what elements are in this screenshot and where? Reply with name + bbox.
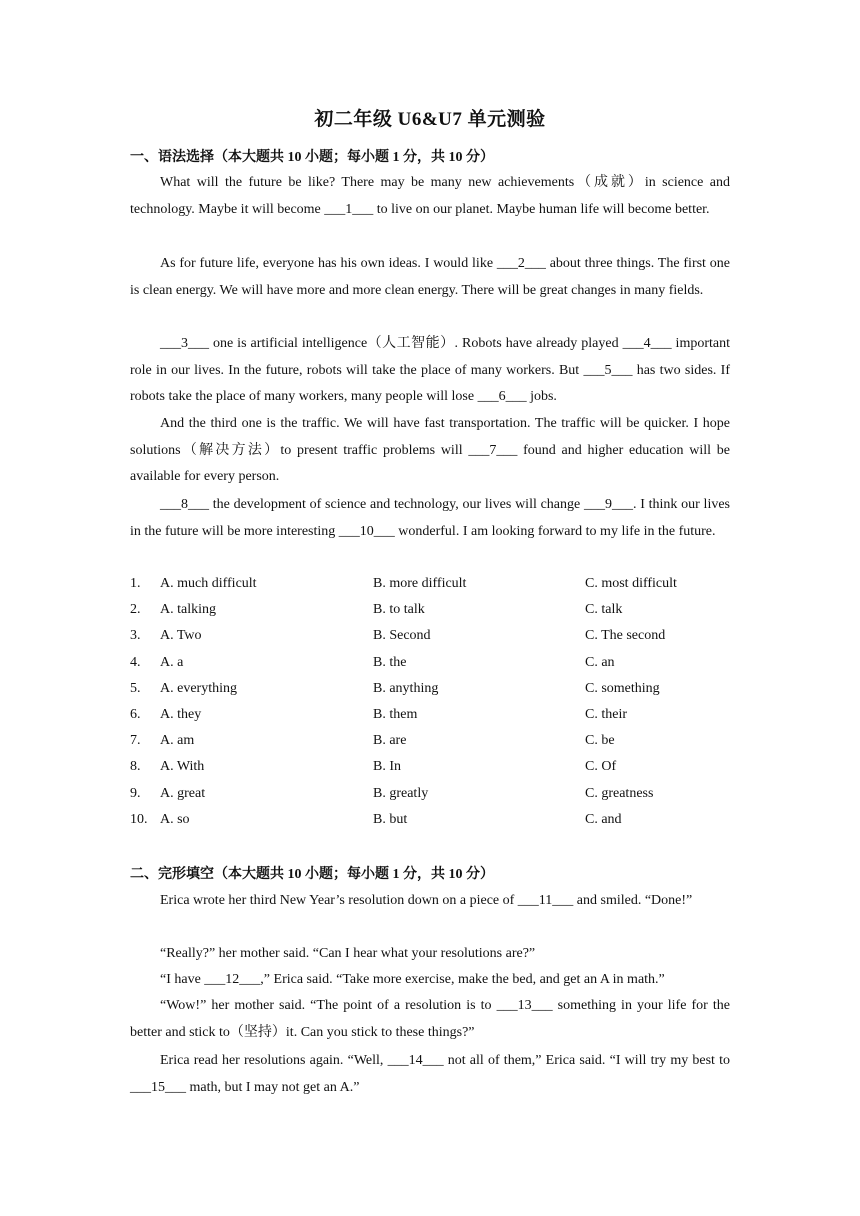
option-row	[130, 650, 730, 676]
option-c: C. greatness	[585, 785, 654, 801]
section-2-heading: 二、完形填空（本大题共 10 小题；每小题 1 分，共 10 分）	[130, 867, 494, 882]
question-number: 7.	[130, 733, 141, 749]
option-row	[130, 728, 730, 754]
option-a: A. everything	[160, 680, 237, 696]
passage-2-paragraph-3: “I have ___12___,” Erica said. “Take more exercise, make the bed, and get an A in math.”	[160, 972, 665, 987]
option-b: B. Second	[373, 628, 431, 644]
option-c: C. most difficult	[585, 576, 677, 591]
option-row	[130, 571, 730, 597]
option-b: B. to talk	[373, 602, 425, 618]
question-number: 10.	[130, 811, 148, 827]
option-b: B. In	[373, 759, 401, 775]
option-a: A. a	[160, 654, 184, 670]
option-a: A. so	[160, 811, 190, 827]
option-b: B. are	[373, 733, 407, 749]
option-c: C. an	[585, 654, 615, 670]
question-number: 3.	[130, 628, 141, 644]
passage-2-paragraph-2: “Really?” her mother said. “Can I hear what your resolutions are?”	[160, 946, 536, 961]
passage-1-paragraph-5: ___8___ the development of science and technology, our lives will change ___9___. I think our lives in the future will be more interesting ___10___ wonderful. I am looking forward to my life in the future.	[130, 497, 730, 539]
option-c: C. their	[585, 706, 627, 722]
option-row	[130, 807, 730, 833]
question-number: 2.	[130, 602, 141, 618]
option-row	[130, 754, 730, 780]
option-row	[130, 597, 730, 623]
option-row	[130, 781, 730, 807]
option-c: C. The second	[585, 628, 666, 644]
option-c: C. something	[585, 680, 660, 696]
passage-1-paragraph-2: As for future life, everyone has his own ideas. I would like ___2___ about three things. The first one is clean energy. We will have more and more clean energy. There will be great changes in many fields.	[130, 256, 730, 298]
option-a: A. talking	[160, 602, 216, 618]
question-number: 8.	[130, 759, 141, 775]
question-number: 4.	[130, 654, 141, 670]
option-b: B. more difficult	[373, 576, 467, 591]
passage-1-paragraph-1: What will the future be like? There may be many new achievements（成就）in science and technology. Maybe it will become ___1___ to live on our planet. Maybe human life will become better.	[130, 175, 730, 217]
option-c: C. and	[585, 811, 622, 827]
question-number: 1.	[130, 576, 141, 591]
passage-2-paragraph-4: “Wow!” her mother said. “The point of a resolution is to ___13___ something in your life for the better and stick to（坚持）it. Can you stick to these things?”	[130, 998, 730, 1040]
page-title: 初二年级 U6&U7 单元测验	[314, 109, 546, 130]
option-a: A. they	[160, 706, 202, 722]
question-number: 6.	[130, 706, 141, 722]
section-1-heading: 一、语法选择（本大题共 10 小题；每小题 1 分，共 10 分）	[130, 150, 494, 165]
option-a: A. great	[160, 785, 206, 801]
option-c: C. be	[585, 733, 615, 749]
passage-1-paragraph-3: ___3___ one is artificial intelligence（人工智能）. Robots have already played ___4___ important role in our lives. In the future, robots will take the place of many workers. But ___5___ has two sides. If robots take the place of many workers, many people will lose ___6___ jobs.	[130, 336, 730, 404]
option-a: A. Two	[160, 628, 202, 644]
option-b: B. anything	[373, 680, 439, 696]
options-list	[130, 571, 730, 833]
option-c: C. Of	[585, 759, 617, 775]
option-b: B. them	[373, 706, 418, 722]
option-b: B. the	[373, 654, 407, 670]
option-a: A. much difficult	[160, 576, 257, 591]
passage-1-paragraph-4: And the third one is the traffic. We will have fast transportation. The traffic will be quicker. I hope solutions（解决方法）to present traffic problems will ___7___ found and higher education will be available for every person.	[130, 416, 730, 484]
option-a: A. With	[160, 759, 205, 775]
option-row	[130, 623, 730, 649]
question-number: 9.	[130, 785, 141, 801]
option-row	[130, 702, 730, 728]
option-b: B. but	[373, 811, 408, 827]
passage-2-paragraph-1: Erica wrote her third New Year’s resolution down on a piece of ___11___ and smiled. “Done!”	[160, 893, 693, 908]
question-number: 5.	[130, 680, 141, 696]
option-row	[130, 676, 730, 702]
option-c: C. talk	[585, 602, 623, 618]
passage-2-paragraph-5: Erica read her resolutions again. “Well, ___14___ not all of them,” Erica said. “I will try my best to ___15___ math, but I may not get an A.”	[130, 1053, 730, 1095]
option-a: A. am	[160, 733, 195, 749]
option-b: B. greatly	[373, 785, 429, 801]
